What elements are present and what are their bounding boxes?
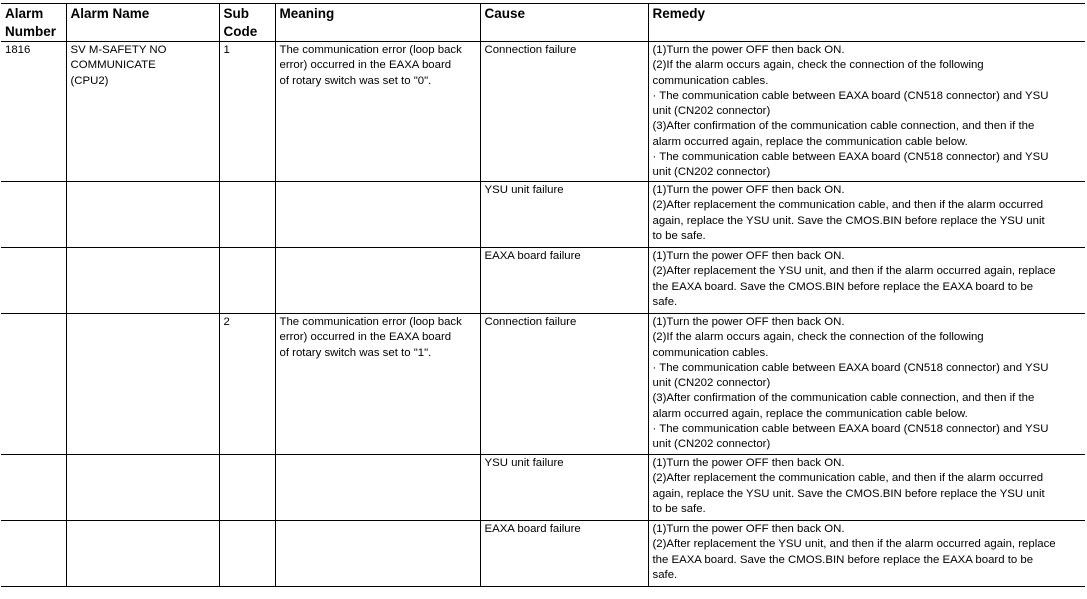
cell-remedy-line: (1)Turn the power OFF then back ON.: [652, 184, 845, 196]
cell-cause: EAXA board failure: [480, 521, 648, 587]
cell-alarm-name-line: SV M-SAFETY NO: [70, 44, 167, 56]
cell-meaning: [275, 455, 480, 521]
header-remedy: Remedy: [648, 4, 1085, 42]
cell-remedy-line: (2)After replacement the communication cable, and then if the alarm occurred: [652, 199, 1044, 212]
cell-cause: EAXA board failure: [480, 248, 648, 314]
cell-alarm-name: [66, 314, 219, 455]
cell-cause: YSU unit failure: [480, 182, 648, 248]
cell-remedy: [648, 314, 1085, 455]
alarm-table: [1, 3, 1085, 587]
cell-remedy-line: alarm occurred again, replace the communication cable below.: [652, 407, 968, 420]
cell-alarm-number: [1, 248, 66, 314]
cell-remedy: [648, 182, 1085, 248]
cell-alarm-number: [1, 314, 66, 455]
cell-remedy-line: alarm occurred again, replace the communication cable below.: [652, 135, 968, 148]
cell-sub-code: 2: [219, 314, 275, 455]
header-alarm-number: Alarm Number: [1, 4, 66, 42]
cell-remedy-line: · The communication cable between EAXA board (CN518 connector) and YSU: [652, 361, 1049, 374]
table-row: [1, 455, 1085, 521]
header-alarm-name: Alarm Name: [66, 4, 219, 42]
cell-cause: Connection failure: [480, 314, 648, 455]
cell-remedy-line: · The communication cable between EAXA board (CN518 connector) and YSU: [652, 423, 1049, 436]
cell-cause: Connection failure: [480, 42, 648, 182]
cell-remedy-line: (3)After confirmation of the communication cable connection, and then if the: [652, 392, 1035, 405]
cell-remedy-line: unit (CN202 connector): [652, 438, 771, 451]
cell-remedy-line: safe.: [652, 295, 678, 308]
cell-remedy-line: (2)After replacement the communication cable, and then if the alarm occurred: [652, 472, 1044, 485]
cell-remedy-line: · The communication cable between EAXA board (CN518 connector) and YSU: [652, 151, 1049, 164]
cell-sub-code: 1: [219, 42, 275, 182]
cell-remedy-line: to be safe.: [652, 502, 706, 515]
cell-alarm-name: [66, 182, 219, 248]
cell-remedy-line: again, replace the YSU unit. Save the CMOS.BIN before replace the YSU unit: [652, 487, 1045, 500]
cell-meaning-line: error) occurred in the EAXA board: [279, 331, 452, 344]
cell-remedy-line: (2)If the alarm occurs again, check the connection of the following: [652, 331, 984, 344]
cell-meaning-line: error) occurred in the EAXA board: [279, 59, 452, 72]
cell-remedy-line: communication cables.: [652, 346, 769, 359]
cell-remedy-line: safe.: [652, 568, 678, 581]
cell-remedy-line: (1)Turn the power OFF then back ON.: [652, 44, 845, 56]
cell-alarm-name: [66, 42, 219, 182]
cell-meaning-line: The communication error (loop back: [279, 44, 462, 56]
cell-meaning-line: of rotary switch was set to "1".: [279, 346, 432, 359]
cell-sub-code: [219, 248, 275, 314]
cell-remedy-line: (1)Turn the power OFF then back ON.: [652, 457, 845, 469]
table-row: [1, 314, 1085, 455]
table-row: [1, 248, 1085, 314]
cell-alarm-name: [66, 521, 219, 587]
cell-remedy: [648, 455, 1085, 521]
cell-remedy-line: (1)Turn the power OFF then back ON.: [652, 523, 845, 535]
cell-remedy: [648, 248, 1085, 314]
cell-remedy-line: unit (CN202 connector): [652, 377, 771, 390]
cell-remedy-line: unit (CN202 connector): [652, 105, 771, 118]
cell-meaning: [275, 521, 480, 587]
cell-alarm-number: 1816: [1, 42, 66, 182]
cell-remedy-line: · The communication cable between EAXA board (CN518 connector) and YSU: [652, 89, 1049, 102]
cell-remedy: [648, 42, 1085, 182]
cell-remedy-line: unit (CN202 connector): [652, 166, 771, 179]
cell-sub-code: [219, 455, 275, 521]
cell-meaning: [275, 182, 480, 248]
cell-remedy-line: (3)After confirmation of the communication cable connection, and then if the: [652, 120, 1035, 133]
cell-alarm-name-line: COMMUNICATE: [70, 59, 156, 72]
cell-cause: YSU unit failure: [480, 455, 648, 521]
cell-remedy-line: (1)Turn the power OFF then back ON.: [652, 250, 845, 262]
table-row: [1, 521, 1085, 587]
cell-alarm-name-line: (CPU2): [70, 74, 109, 87]
cell-remedy-line: (2)If the alarm occurs again, check the connection of the following: [652, 59, 984, 72]
cell-remedy-line: to be safe.: [652, 229, 706, 242]
table-row: [1, 42, 1085, 182]
cell-remedy: [648, 521, 1085, 587]
cell-remedy-line: the EAXA board. Save the CMOS.BIN before replace the EAXA board to be: [652, 280, 1034, 293]
cell-meaning: [275, 42, 480, 182]
cell-alarm-name: [66, 248, 219, 314]
cell-alarm-number: [1, 521, 66, 587]
header-meaning: Meaning: [275, 4, 480, 42]
header-cause: Cause: [480, 4, 648, 42]
cell-remedy-line: (2)After replacement the YSU unit, and then if the alarm occurred again, replace: [652, 265, 1056, 278]
header-sub-code: Sub Code: [219, 4, 275, 42]
table-body: [1, 42, 1085, 587]
header-row: [1, 4, 1085, 42]
cell-meaning: [275, 314, 480, 455]
cell-remedy-line: communication cables.: [652, 74, 769, 87]
table-row: [1, 182, 1085, 248]
cell-meaning: [275, 248, 480, 314]
cell-alarm-number: [1, 455, 66, 521]
cell-remedy-line: (1)Turn the power OFF then back ON.: [652, 316, 845, 328]
cell-remedy-line: the EAXA board. Save the CMOS.BIN before replace the EAXA board to be: [652, 553, 1034, 566]
cell-alarm-name: [66, 455, 219, 521]
cell-alarm-number: [1, 182, 66, 248]
cell-sub-code: [219, 521, 275, 587]
cell-remedy-line: again, replace the YSU unit. Save the CMOS.BIN before replace the YSU unit: [652, 214, 1045, 227]
cell-remedy-line: (2)After replacement the YSU unit, and then if the alarm occurred again, replace: [652, 538, 1056, 551]
cell-sub-code: [219, 182, 275, 248]
cell-meaning-line: The communication error (loop back: [279, 316, 462, 328]
cell-meaning-line: of rotary switch was set to "0".: [279, 74, 432, 87]
